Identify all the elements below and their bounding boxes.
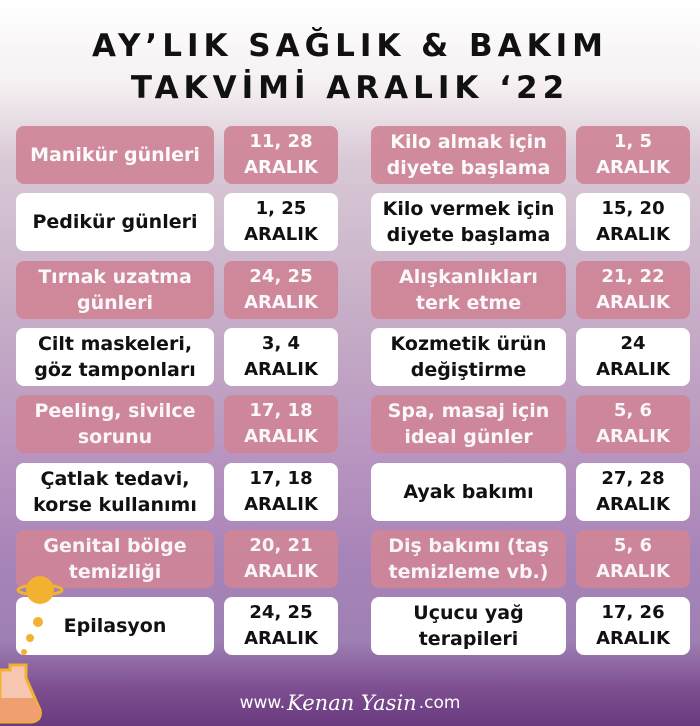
- date-month: ARALIK: [244, 291, 318, 313]
- date-month: ARALIK: [596, 224, 670, 246]
- date-days: 17, 18: [249, 467, 313, 489]
- date-month: ARALIK: [244, 358, 318, 380]
- left-activity-cell-text: Tırnak uzatma günleri: [38, 265, 192, 314]
- left-activity-cell-text: Genital bölge temizliği: [43, 534, 187, 583]
- left-activity-cell-text: Epilasyon: [63, 615, 167, 638]
- date-month: ARALIK: [244, 426, 318, 448]
- left-activity-cell-text: Peeling, sivilce sorunu: [34, 400, 196, 449]
- left-date-cell: [224, 126, 338, 184]
- date-month: ARALIK: [244, 628, 318, 650]
- footer-prefix: www.: [239, 693, 286, 713]
- date-days: 24: [620, 332, 646, 354]
- right-activity-cell: [371, 463, 566, 521]
- left-date-cell-text: [244, 466, 318, 518]
- right-activity-cell-text: Diş bakımı (taş temizleme vb.): [388, 534, 549, 583]
- right-date-cell: [576, 597, 690, 655]
- right-activity-cell-text: Kilo vermek için diyete başlama: [382, 198, 555, 247]
- date-days: 24, 25: [249, 265, 313, 287]
- left-date-cell: [224, 395, 338, 453]
- right-activity-cell-text: Uçucu yağ terapileri: [413, 602, 524, 651]
- right-date-cell: [576, 126, 690, 184]
- left-date-cell-text: [244, 196, 318, 248]
- left-date-cell: [224, 463, 338, 521]
- date-month: ARALIK: [244, 493, 318, 515]
- date-month: ARALIK: [596, 291, 670, 313]
- title-line-1: AY’LIK SAĞLIK & BAKIM: [91, 28, 609, 64]
- right-date-cell: [576, 261, 690, 319]
- date-month: ARALIK: [596, 358, 670, 380]
- date-month: ARALIK: [596, 560, 670, 582]
- date-days: 17, 18: [249, 400, 313, 422]
- left-date-cell-text: [244, 264, 318, 316]
- left-date-cell-text: [244, 331, 318, 383]
- date-days: 24, 25: [249, 602, 313, 624]
- left-date-cell-text: [244, 533, 318, 585]
- right-activity-cell: [371, 530, 566, 588]
- date-days: 5, 6: [613, 534, 653, 556]
- left-date-cell-text: [244, 398, 318, 450]
- left-activity-cell: [16, 463, 214, 521]
- left-activity-cell-text: Pedikür günleri: [32, 211, 198, 234]
- right-activity-cell: [371, 395, 566, 453]
- date-days: 11, 28: [249, 131, 313, 152]
- right-activity-cell-text: Kozmetik ürün değiştirme: [390, 332, 547, 381]
- date-month: ARALIK: [244, 560, 318, 582]
- right-date-cell-text: [596, 533, 670, 585]
- right-activity-cell-text: Alışkanlıkları terk etme: [399, 265, 538, 314]
- left-date-cell: [224, 597, 338, 655]
- left-activity-cell-text: Çatlak tedavi, korse kullanımı: [33, 467, 197, 516]
- date-days: 5, 6: [613, 400, 653, 422]
- right-activity-cell: [371, 193, 566, 251]
- date-days: 1, 25: [255, 198, 307, 220]
- title-line-2: TAKVİMİ ARALIK ‘22: [130, 70, 570, 106]
- left-activity-cell-text: Cilt maskeleri, göz tamponları: [34, 332, 196, 381]
- date-days: 21, 22: [601, 265, 665, 287]
- footer-suffix: .com: [418, 693, 461, 713]
- date-month: ARALIK: [596, 493, 670, 515]
- date-days: 17, 26: [601, 602, 665, 624]
- left-activity-cell-text: Manikür günleri: [30, 144, 200, 166]
- left-activity-cell: [16, 395, 214, 453]
- right-activity-cell: [371, 597, 566, 655]
- left-date-cell: [224, 261, 338, 319]
- right-date-cell-text: [596, 264, 670, 316]
- left-activity-cell: [16, 193, 214, 251]
- date-month: ARALIK: [244, 157, 318, 178]
- right-date-cell: [576, 328, 690, 386]
- left-date-cell-text: [244, 129, 318, 181]
- right-activity-cell-text: Ayak bakımı: [403, 480, 534, 503]
- left-date-cell-text: [244, 600, 318, 652]
- date-days: 1, 5: [613, 131, 653, 152]
- right-date-cell-text: [596, 398, 670, 450]
- left-activity-cell: [16, 328, 214, 386]
- footer: [0, 680, 700, 726]
- right-activity-cell: [371, 261, 566, 319]
- left-date-cell: [224, 193, 338, 251]
- date-days: 20, 21: [249, 534, 313, 556]
- right-date-cell-text: [596, 196, 670, 248]
- left-date-cell: [224, 530, 338, 588]
- date-month: ARALIK: [596, 426, 670, 448]
- date-month: ARALIK: [596, 157, 670, 178]
- date-days: 27, 28: [601, 467, 665, 489]
- right-date-cell: [576, 463, 690, 521]
- right-activity-cell: [371, 328, 566, 386]
- right-date-cell: [576, 193, 690, 251]
- left-activity-cell: [16, 261, 214, 319]
- date-month: ARALIK: [244, 224, 318, 246]
- left-date-cell: [224, 328, 338, 386]
- right-date-cell-text: [596, 129, 670, 181]
- footer-brand: Kenan Yasin: [287, 691, 417, 715]
- right-activity-cell-text: Kilo almak için diyete başlama: [386, 131, 551, 179]
- right-date-cell: [576, 395, 690, 453]
- right-date-cell-text: [596, 466, 670, 518]
- right-date-cell: [576, 530, 690, 588]
- right-activity-cell-text: Spa, masaj için ideal günler: [387, 400, 550, 449]
- right-date-cell-text: [596, 331, 670, 383]
- right-activity-cell: [371, 126, 566, 184]
- date-days: 3, 4: [261, 332, 301, 354]
- left-activity-cell: [16, 126, 214, 184]
- right-date-cell-text: [596, 600, 670, 652]
- date-month: ARALIK: [596, 628, 670, 650]
- date-days: 15, 20: [601, 198, 665, 220]
